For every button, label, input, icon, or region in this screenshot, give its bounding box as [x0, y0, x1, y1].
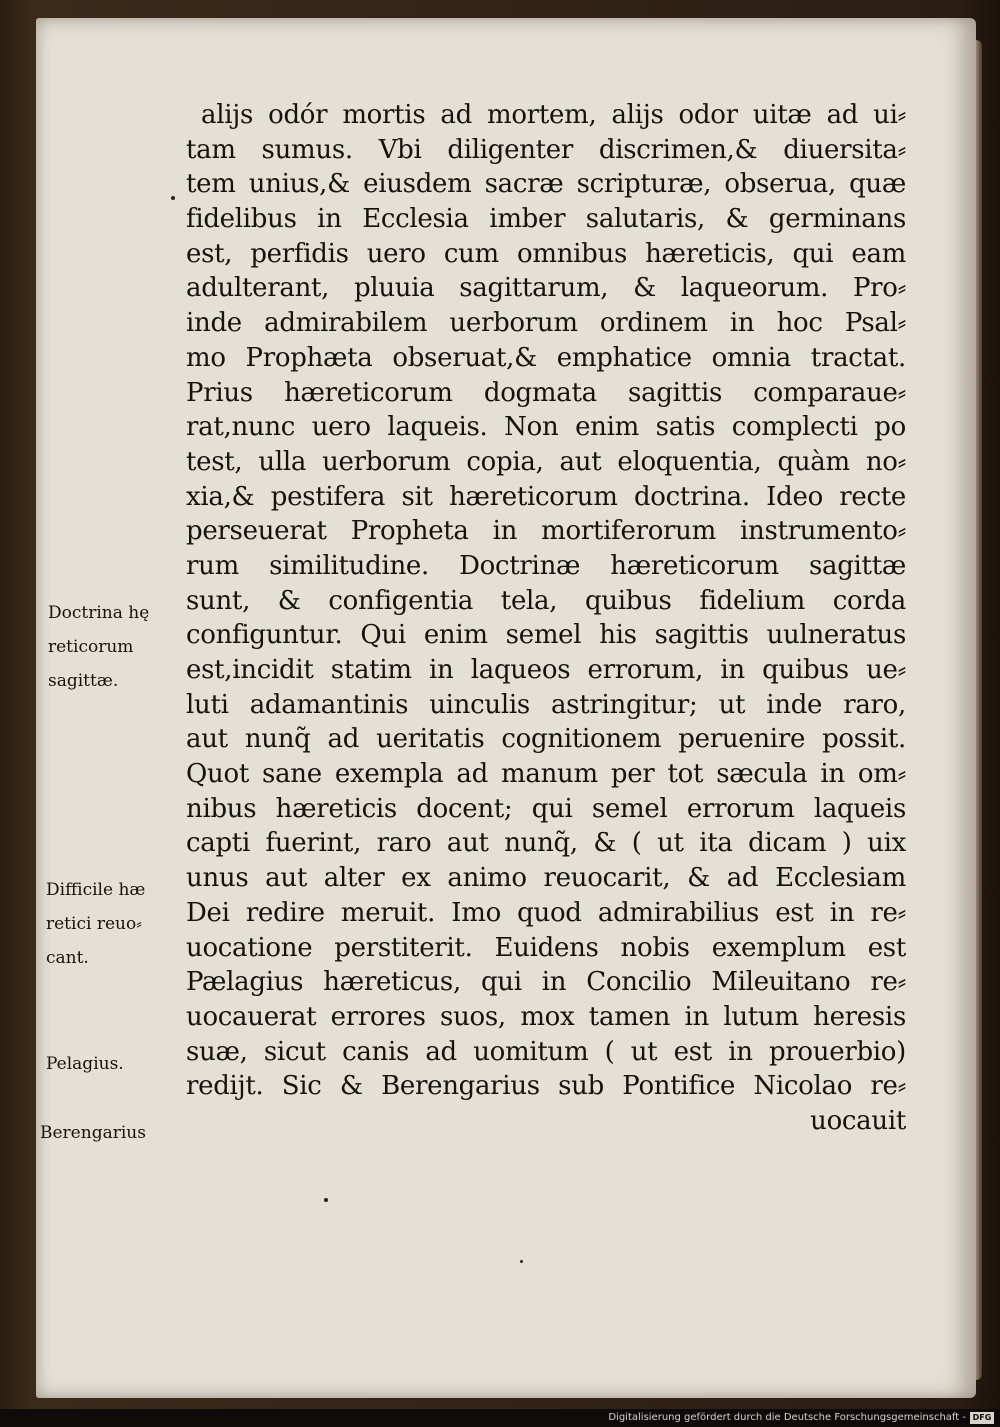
text-line: uocauerat errores suos, mox tamen in lutum heresis — [186, 1001, 906, 1032]
text-line: alijs odór mortis ad mortem, alijs odor uitæ ad ui⸗ — [201, 100, 906, 130]
text-line: nibus hæreticis docent; qui semel errorum laqueis — [186, 793, 906, 824]
margin-note-line: cant. — [46, 948, 89, 968]
text-line: est, perfidis uero cum omnibus hæreticis, qui eam — [186, 238, 906, 269]
text-line: suæ, sicut canis ad uomitum ( ut est in prouerbio) — [186, 1036, 906, 1067]
text-line: adulterant, pluuia sagittarum, & laqueorum. Pro⸗ — [186, 273, 906, 304]
margin-note-doctrina — [48, 596, 149, 698]
margin-note-line: sagittæ. — [48, 671, 119, 691]
margin-note-line: Berengarius — [40, 1123, 146, 1143]
text-line: rat,nunc uero laqueis. Non enim satis complecti po — [186, 412, 906, 443]
text-line: tem unius,& eiusdem sacræ scripturæ, obserua, quæ — [186, 169, 906, 200]
margin-note-line: Doctrina hę — [48, 603, 150, 623]
margin-note-line: Pelagius. — [46, 1054, 124, 1074]
text-line: rum similitudine. Doctrinæ hæreticorum sagittæ — [186, 550, 906, 581]
text-line: xia,& pestifera sit hæreticorum doctrina. Ideo recte — [186, 481, 906, 512]
text-line: inde admirabilem uerborum ordinem in hoc Psal⸗ — [186, 308, 906, 339]
text-line: sunt, & configentia tela, quibus fidelium corda — [186, 585, 906, 616]
dfg-logo: DFG — [970, 1412, 994, 1424]
text-line: Prius hæreticorum dogmata sagittis comparaue⸗ — [186, 377, 906, 408]
text-line: uocatione perstiterit. Euidens nobis exemplum est — [186, 932, 906, 963]
margin-note-line: Difficile hæ — [46, 880, 146, 900]
footer-bar — [0, 1409, 1000, 1427]
margin-note-berengarius — [40, 1116, 146, 1150]
text-line: mo Prophæta obseruat,& emphatice omnia tractat. — [186, 342, 906, 373]
text-line: aut nunq̃ ad ueritatis cognitionem peruenire possit. — [186, 724, 906, 755]
catchword: uocauit — [810, 1105, 906, 1136]
text-line: est,incidit statim in laqueos errorum, in quibus ue⸗ — [186, 655, 906, 685]
text-line: capti fuerint, raro aut nunq̃, & ( ut ita dicam ) uix — [186, 828, 906, 859]
text-line: luti adamantinis uinculis astringitur; ut inde raro, — [186, 689, 906, 720]
ink-speck — [520, 1260, 523, 1263]
main-text-block — [186, 98, 906, 1139]
text-line: Quot sane exempla ad manum per tot sæcula in om⸗ — [186, 759, 906, 790]
text-line: redijt. Sic & Berengarius sub Pontifice Nicolao re⸗ — [186, 1071, 906, 1102]
funding-credit: Digitalisierung gefördert durch die Deutsche Forschungsgemeinschaft - — [608, 1412, 966, 1423]
text-line: Pælagius hæreticus, qui in Concilio Mileuitano re⸗ — [186, 967, 906, 998]
ink-speck — [171, 196, 175, 200]
text-line: test, ulla uerborum copia, aut eloquentia, quàm no⸗ — [186, 446, 906, 477]
text-line: tam sumus. Vbi diligenter discrimen,& diuersita⸗ — [186, 134, 906, 165]
text-line: fidelibus in Ecclesia imber salutaris, & germinans — [186, 204, 906, 235]
margin-note-line: retici reuo⸗ — [46, 914, 142, 934]
text-line: unus aut alter ex animo reuocarit, & ad Ecclesiam — [186, 863, 906, 894]
text-line: Dei redire meruit. Imo quod admirabilius est in re⸗ — [186, 897, 906, 928]
margin-note-pelagius — [46, 1047, 124, 1081]
text-line: perseuerat Propheta in mortiferorum instrumento⸗ — [186, 516, 906, 547]
text-line: configuntur. Qui enim semel his sagittis uulneratus — [186, 620, 906, 651]
margin-note-line: reticorum — [48, 637, 134, 657]
ink-speck — [324, 1198, 328, 1202]
margin-note-difficile — [46, 873, 145, 975]
